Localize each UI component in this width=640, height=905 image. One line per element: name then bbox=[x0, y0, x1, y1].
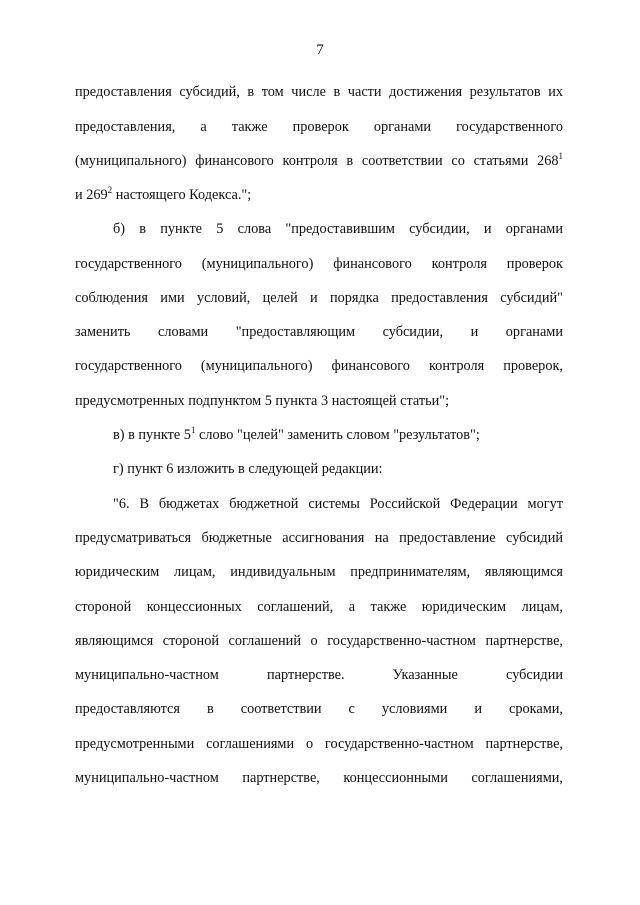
text-line: муниципально-частном партнерстве. Указанные субсидии bbox=[75, 667, 563, 683]
text-line: предоставления субсидий, в том числе в части достижения результатов их bbox=[75, 84, 563, 100]
text-line: предоставления, а также проверок органами государственного bbox=[75, 119, 563, 135]
text-span: слово "целей" заменить словом "результатов"; bbox=[195, 427, 480, 443]
text-span: в) в пункте 5 bbox=[113, 427, 191, 443]
text-line: государственного (муниципального) финансового контроля проверок bbox=[75, 256, 563, 272]
text-line: являющимся стороной соглашений о государственно-частном партнерстве, bbox=[75, 633, 563, 649]
text-line bbox=[75, 186, 563, 204]
text-line: б) в пункте 5 слова "предоставившим субсидии, и органами bbox=[113, 221, 563, 237]
text-line: "6. В бюджетах бюджетной системы Российской Федерации могут bbox=[113, 496, 563, 512]
text-line: предусматриваться бюджетные ассигнования на предоставление субсидий bbox=[75, 530, 563, 546]
page-number: 7 bbox=[316, 42, 324, 58]
text-line: муниципально-частном партнерстве, концессионными соглашениями, bbox=[75, 770, 563, 786]
text-line: предусмотренных подпунктом 5 пункта 3 настоящей статьи"; bbox=[75, 393, 450, 409]
text-line: предоставляются в соответствии с условиями и сроками, bbox=[75, 701, 563, 717]
text-line: г) пункт 6 изложить в следующей редакции: bbox=[113, 461, 383, 477]
text-line: заменить словами "предоставляющим субсидии, и органами bbox=[75, 324, 563, 340]
superscript: 1 bbox=[558, 151, 563, 161]
text-line: юридическим лицам, индивидуальным предпринимателям, являющимся bbox=[75, 564, 563, 580]
superscript: 1 bbox=[190, 425, 196, 435]
text-span: настоящего Кодекса."; bbox=[112, 187, 252, 203]
superscript: 2 bbox=[107, 185, 113, 195]
text-line: стороной концессионных соглашений, а также юридическим лицам, bbox=[75, 599, 563, 615]
text-line: соблюдения ими условий, целей и порядка предоставления субсидий" bbox=[75, 290, 563, 306]
text-line bbox=[113, 426, 563, 444]
text-line: государственного (муниципального) финансового контроля проверок, bbox=[75, 358, 563, 374]
text-line bbox=[75, 152, 563, 170]
text-span: и 269 bbox=[75, 187, 108, 203]
text-span: (муниципального) финансового контроля в соответствии со статьями 268 bbox=[75, 153, 559, 169]
text-line: предусмотренными соглашениями о государственно-частном партнерстве, bbox=[75, 736, 563, 752]
